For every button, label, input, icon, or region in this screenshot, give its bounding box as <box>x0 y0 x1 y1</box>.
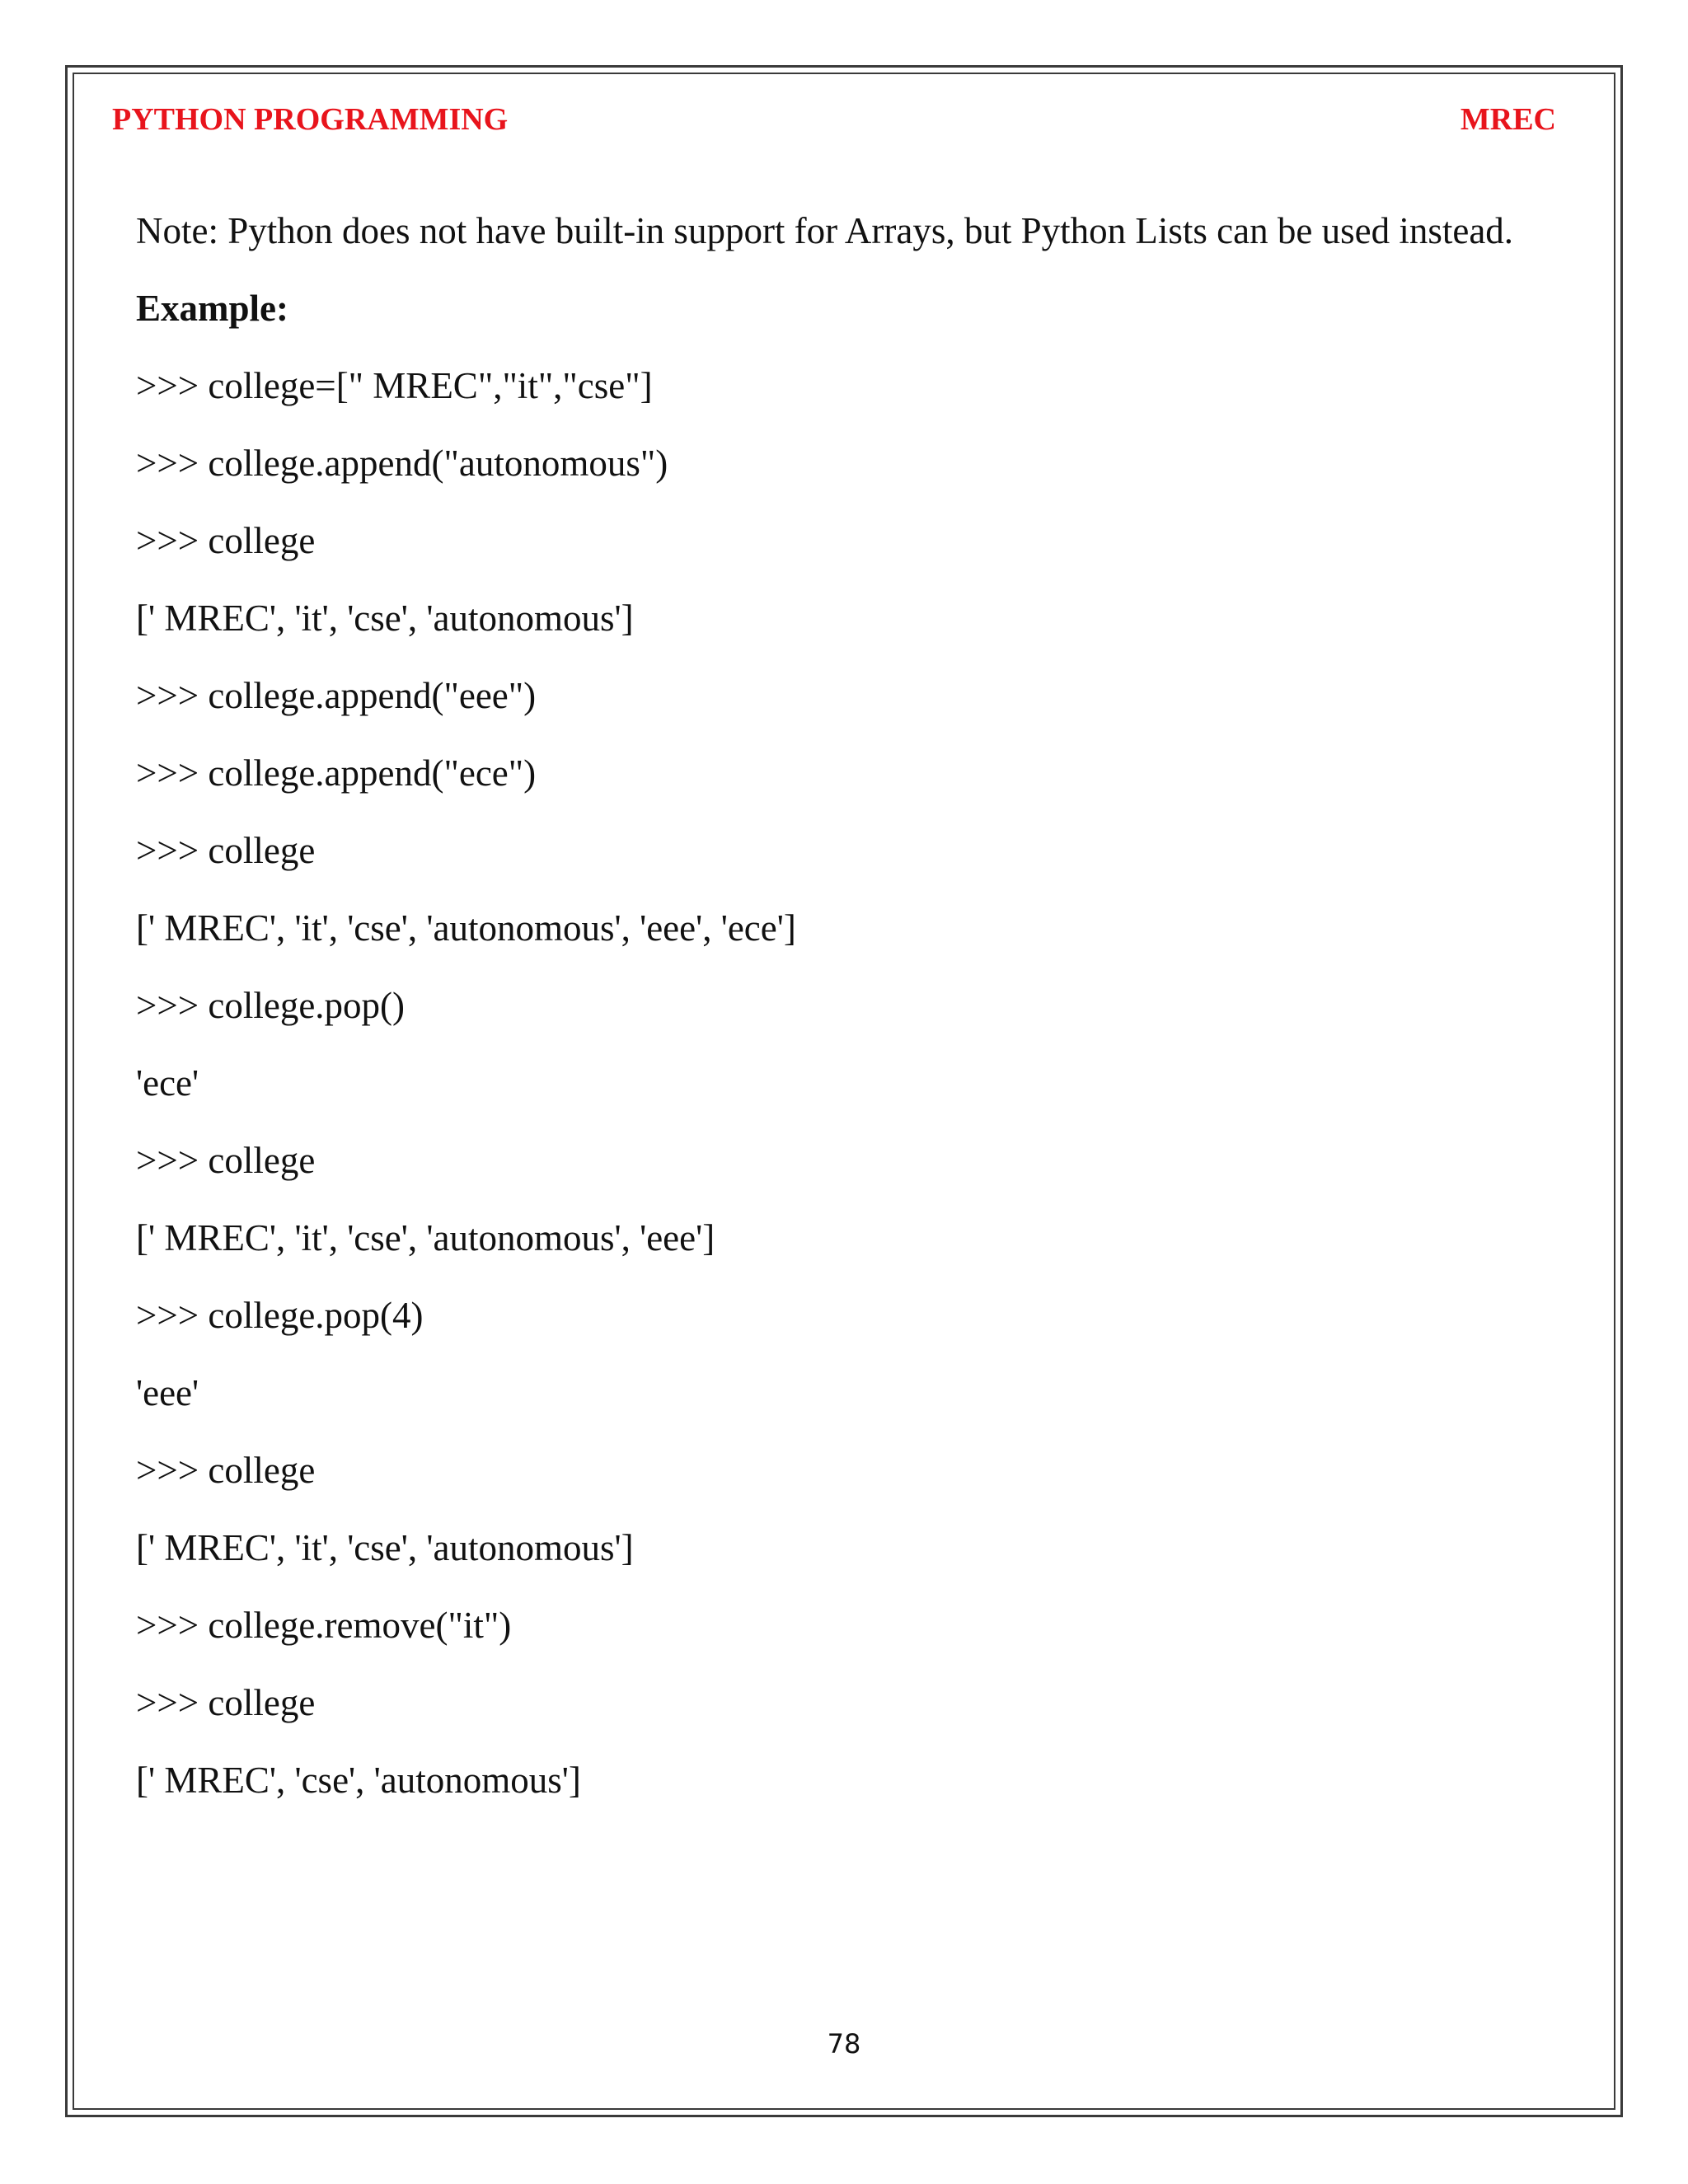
output-line: [' MREC', 'it', 'cse', 'autonomous'] <box>136 598 634 639</box>
code-line: >>> college.append("eee") <box>136 675 537 716</box>
code-line: >>> college <box>136 1682 316 1723</box>
output-line: 'eee' <box>136 1372 199 1413</box>
code-line: >>> college <box>136 1140 316 1181</box>
output-line: [' MREC', 'it', 'cse', 'autonomous', 'eee', 'ece'] <box>136 907 796 949</box>
page-number: 78 <box>827 2028 861 2060</box>
code-line: >>> college.pop() <box>136 985 406 1026</box>
header-institution: MREC <box>1460 102 1556 137</box>
example-heading: Example: <box>136 288 288 329</box>
output-line: [' MREC', 'it', 'cse', 'autonomous', 'eee'] <box>136 1217 715 1258</box>
code-line: >>> college=[" MREC","it","cse"] <box>136 365 653 406</box>
header-course-title: PYTHON PROGRAMMING <box>112 102 509 137</box>
code-line: >>> college.pop(4) <box>136 1295 424 1336</box>
output-line: [' MREC', 'it', 'cse', 'autonomous'] <box>136 1527 634 1568</box>
code-line: >>> college.remove("it") <box>136 1605 512 1646</box>
code-line: >>> college.append("autonomous") <box>136 443 668 484</box>
note-paragraph: Note: Python does not have built-in support for Arrays, but Python Lists can be used instead. <box>136 210 1514 251</box>
code-line: >>> college.append("ece") <box>136 752 537 794</box>
code-line: >>> college <box>136 830 316 871</box>
output-line: 'ece' <box>136 1062 199 1104</box>
code-line: >>> college <box>136 520 316 561</box>
code-line: >>> college <box>136 1450 316 1491</box>
output-line: [' MREC', 'cse', 'autonomous'] <box>136 1760 581 1801</box>
